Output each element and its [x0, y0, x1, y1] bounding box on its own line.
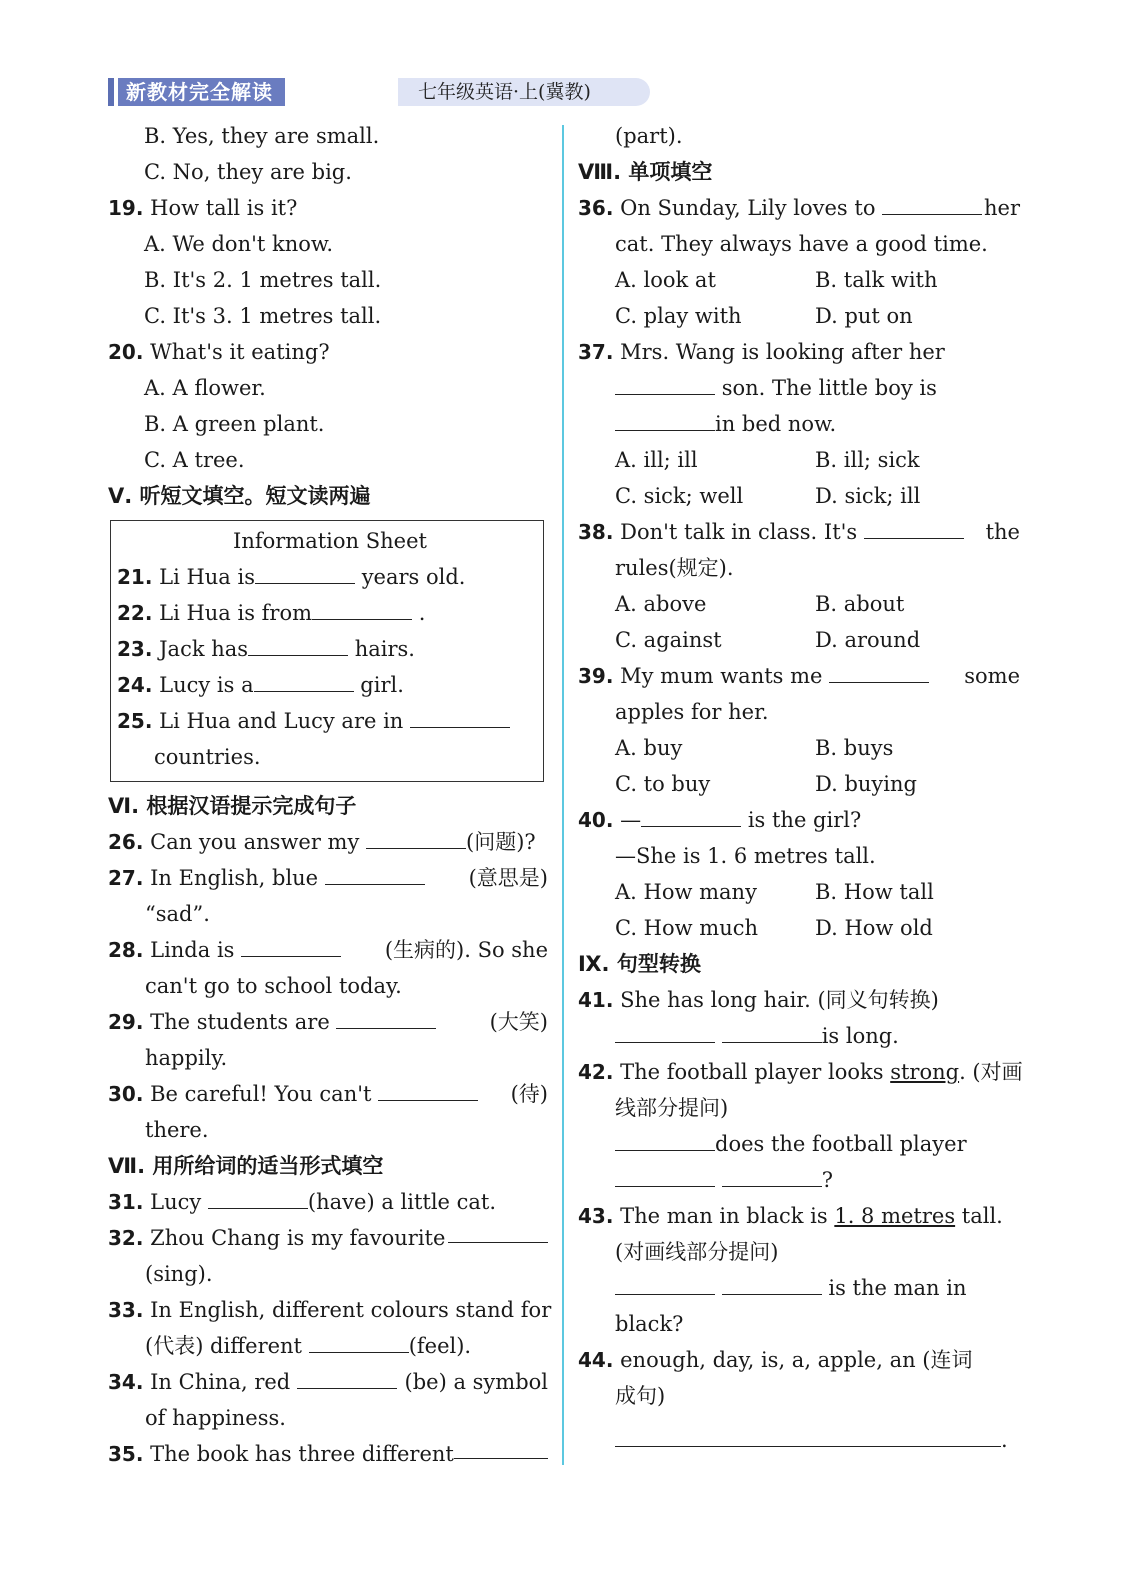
left-column	[108, 118, 552, 1472]
option: B. buys	[815, 736, 894, 760]
question-39-cont: apples for her.	[615, 700, 769, 724]
question-35-cont: (part).	[615, 124, 683, 148]
options-row	[578, 298, 1020, 334]
option: C. A tree.	[144, 448, 245, 472]
option: A. A flower.	[144, 376, 266, 400]
question-37: 37. Mrs. Wang is looking after her	[578, 340, 945, 364]
option: A. look at	[615, 268, 716, 292]
question-41-cont: is long.	[578, 1018, 1020, 1054]
question-21: 21. Li Hua is years old.	[117, 559, 543, 595]
answer-blank[interactable]	[336, 1006, 436, 1029]
section-heading-7: Ⅶ. 用所给词的适当形式填空	[108, 1154, 384, 1178]
option: C. No, they are big.	[144, 160, 352, 184]
question-22: 22. Li Hua is from .	[117, 595, 543, 631]
option: B. It's 2. 1 metres tall.	[144, 268, 382, 292]
option: B. Yes, they are small.	[144, 124, 380, 148]
answer-blank[interactable]	[312, 597, 412, 620]
answer-blank[interactable]	[254, 669, 354, 692]
answer-blank[interactable]	[615, 1128, 715, 1151]
option: D. put on	[815, 304, 913, 328]
question-32-cont: (sing).	[145, 1262, 213, 1286]
question-44-cont: 成句)	[615, 1384, 666, 1408]
right-column	[578, 118, 1023, 1458]
header-accent-bar	[108, 78, 114, 106]
question-27-cont: “sad”.	[145, 902, 210, 926]
question-36: 36. On Sunday, Lily loves to her	[578, 190, 1020, 226]
book-title: 七年级英语·上(冀教)	[398, 78, 650, 106]
option: C. play with	[615, 304, 742, 328]
answer-blank[interactable]	[378, 1078, 478, 1101]
answer-blank[interactable]	[722, 1164, 822, 1187]
option: B. talk with	[815, 268, 938, 292]
option: B. about	[815, 592, 905, 616]
question-20: 20. What's it eating?	[108, 340, 330, 364]
answer-blank[interactable]	[882, 192, 982, 215]
answer-blank[interactable]	[325, 862, 425, 885]
answer-blank[interactable]	[454, 1436, 548, 1459]
question-33-cont: (代表) different (feel).	[108, 1328, 548, 1364]
question-35: 35. The book has three different	[108, 1436, 548, 1472]
question-30-cont: there.	[145, 1118, 209, 1142]
option: B. ill; sick	[815, 448, 920, 472]
question-30: 30. Be careful! You can't (待)	[108, 1076, 548, 1112]
page-header	[108, 76, 591, 108]
answer-blank[interactable]	[309, 1330, 409, 1353]
answer-blank[interactable]	[255, 561, 355, 584]
question-41: 41. She has long hair. (同义句转换)	[578, 988, 939, 1012]
option: A. above	[615, 592, 707, 616]
question-43-cont3: black?	[615, 1312, 684, 1336]
section-heading-6: Ⅵ. 根据汉语提示完成句子	[108, 794, 357, 818]
answer-blank[interactable]	[722, 1272, 822, 1295]
answer-blank[interactable]	[366, 826, 466, 849]
answer-blank[interactable]	[297, 1366, 397, 1389]
question-27: 27. In English, blue (意思是)	[108, 860, 548, 896]
option: B. A green plant.	[144, 412, 325, 436]
answer-blank[interactable]	[615, 1164, 715, 1187]
answer-blank[interactable]	[615, 408, 715, 431]
question-25: 25. Li Hua and Lucy are in	[117, 703, 543, 739]
series-title: 新教材完全解读	[118, 78, 285, 106]
answer-blank[interactable]	[248, 633, 348, 656]
option: D. around	[815, 628, 921, 652]
question-28: 28. Linda is (生病的). So she	[108, 932, 548, 968]
option: A. ill; ill	[615, 448, 698, 472]
option: C. It's 3. 1 metres tall.	[144, 304, 382, 328]
question-43-cont: (对画线部分提问)	[615, 1240, 779, 1264]
question-38: 38. Don't talk in class. It's the	[578, 514, 1020, 550]
question-34: 34. In China, red (be) a symbol	[108, 1364, 548, 1400]
answer-blank[interactable]	[410, 705, 510, 728]
options-row	[578, 730, 1020, 766]
option: C. against	[615, 628, 722, 652]
option: A. We don't know.	[144, 232, 334, 256]
question-42-cont: 线部分提问)	[615, 1096, 729, 1120]
question-37-cont: son. The little boy is	[578, 370, 1020, 406]
answer-blank[interactable]	[208, 1186, 308, 1209]
options-row	[578, 622, 1020, 658]
answer-blank[interactable]	[615, 372, 715, 395]
section-heading-5: Ⅴ. 听短文填空。短文读两遍	[108, 484, 371, 508]
section-heading-8: Ⅷ. 单项填空	[578, 160, 713, 184]
options-row	[578, 442, 1020, 478]
option: A. How many	[615, 880, 757, 904]
options-row	[578, 586, 1020, 622]
column-divider	[562, 125, 564, 1465]
options-row	[578, 874, 1020, 910]
question-34-cont: of happiness.	[145, 1406, 286, 1430]
option: A. buy	[615, 736, 683, 760]
question-33: 33. In English, different colours stand for	[108, 1298, 552, 1322]
question-23: 23. Jack has hairs.	[117, 631, 543, 667]
option: C. to buy	[615, 772, 711, 796]
answer-blank[interactable]	[864, 516, 964, 539]
options-row	[578, 910, 1020, 946]
question-36-cont: cat. They always have a good time.	[615, 232, 988, 256]
question-19: 19. How tall is it?	[108, 196, 298, 220]
question-40: 40. — is the girl?	[578, 802, 1020, 838]
section-heading-9: Ⅸ. 句型转换	[578, 952, 701, 976]
answer-blank[interactable]	[615, 1020, 715, 1043]
answer-blank[interactable]	[615, 1424, 1001, 1447]
answer-blank[interactable]	[615, 1272, 715, 1295]
options-row	[578, 478, 1020, 514]
question-44: 44. enough, day, is, a, apple, an (连词	[578, 1348, 973, 1372]
question-43: 43. The man in black is 1. 8 metres tall.	[578, 1204, 1003, 1228]
info-sheet-title: Information Sheet	[233, 529, 427, 553]
answer-blank[interactable]	[448, 1220, 548, 1243]
question-24: 24. Lucy is a girl.	[117, 667, 543, 703]
option: D. sick; ill	[815, 484, 921, 508]
question-29-cont: happily.	[145, 1046, 228, 1070]
options-row	[578, 262, 1020, 298]
question-40-cont: —She is 1. 6 metres tall.	[615, 844, 876, 868]
question-28-cont: can't go to school today.	[145, 974, 402, 998]
question-42-cont3: ?	[578, 1162, 1020, 1198]
option: D. buying	[815, 772, 917, 796]
question-44-cont2: .	[578, 1422, 1020, 1458]
answer-blank[interactable]	[829, 660, 929, 683]
question-42-cont2: does the football player	[578, 1126, 1020, 1162]
question-43-cont2: is the man in	[578, 1270, 1020, 1306]
option: B. How tall	[815, 880, 934, 904]
question-29: 29. The students are (大笑)	[108, 1004, 548, 1040]
answer-blank[interactable]	[722, 1020, 822, 1043]
option: C. sick; well	[615, 484, 744, 508]
option: C. How much	[615, 916, 759, 940]
question-42: 42. The football player looks strong. (对画	[578, 1060, 1023, 1084]
options-row	[578, 766, 1020, 802]
question-31: 31. Lucy (have) a little cat.	[108, 1184, 548, 1220]
question-39: 39. My mum wants me some	[578, 658, 1020, 694]
question-26: 26. Can you answer my (问题)?	[108, 824, 548, 860]
question-25-cont: countries.	[154, 745, 261, 769]
answer-blank[interactable]	[641, 804, 741, 827]
question-38-cont: rules(规定).	[615, 556, 734, 580]
question-37-cont2: in bed now.	[578, 406, 1020, 442]
question-32: 32. Zhou Chang is my favourite	[108, 1220, 548, 1256]
option: D. How old	[815, 916, 933, 940]
answer-blank[interactable]	[241, 934, 341, 957]
information-sheet	[110, 520, 544, 782]
